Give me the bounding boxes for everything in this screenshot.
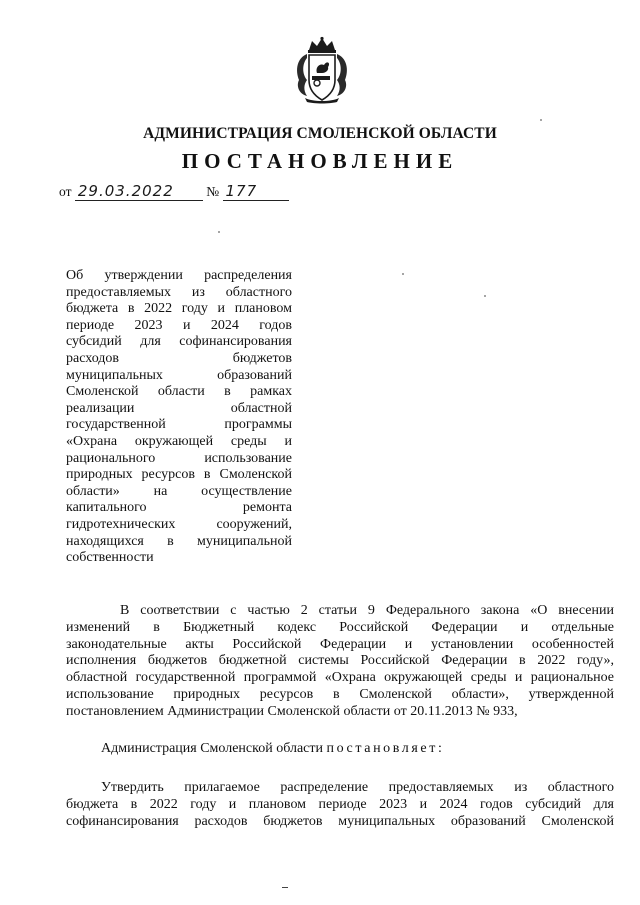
preamble-line: использование природных ресурсов в Смоленской области», утвержденной	[66, 686, 614, 702]
document-number: 177	[223, 182, 289, 201]
subject-line: муниципальных образований	[66, 367, 292, 383]
preamble-line: исполнения бюджетов бюджетной системы Российской Федерации в 2022 году»,	[66, 653, 614, 669]
document-type-title: ПОСТАНОВЛЕНИЕ	[181, 149, 459, 173]
subject-line: субсидий для софинансирования	[66, 334, 292, 350]
issuing-authority: АДМИНИСТРАЦИЯ СМОЛЕНСКОЙ ОБЛАСТИ	[143, 125, 497, 142]
subject-line: бюджета в 2022 году и плановом	[66, 301, 292, 317]
operative-line: софинансирования расходов бюджетов муниципальных образований Смоленской	[66, 813, 614, 829]
date-prefix-label: от	[59, 184, 72, 199]
preamble-paragraph	[66, 603, 614, 721]
subject-line: реализации областной	[66, 400, 292, 416]
subject-line: расходов бюджетов	[66, 350, 292, 366]
operative-line: Утвердить прилагаемое распределение предоставляемых из областного	[101, 780, 614, 795]
date-number-line	[59, 182, 289, 204]
subject-line: периоде 2023 и 2024 годов	[66, 317, 292, 333]
document-subject	[66, 268, 292, 567]
subject-line: Об утверждении распределения	[66, 268, 292, 283]
subject-line: природных ресурсов в Смоленской	[66, 467, 292, 483]
resolution-verb: постановляет:	[326, 741, 445, 756]
subject-line: области» на осуществление	[66, 483, 292, 499]
subject-line: гидротехнических сооружений,	[66, 516, 292, 532]
scan-speck	[484, 295, 486, 297]
document-date: 29.03.2022	[75, 182, 203, 201]
preamble-line: В соответствии с частью 2 статьи 9 Федерального закона «О внесении	[120, 603, 614, 618]
subject-line: рационального использование	[66, 450, 292, 466]
preamble-line: законодательные акты Российской Федерации и установлении особенностей	[66, 636, 614, 652]
subject-line: государственной программы	[66, 417, 292, 433]
preamble-line: областной государственной программой «Охрана окружающей среды и рациональное	[66, 670, 614, 686]
preamble-line: изменений в Бюджетный кодекс Российской Федерации и отдельные	[66, 619, 614, 635]
resolution-subject: Администрация Смоленской области	[101, 741, 324, 756]
subject-line: Смоленской области в рамках	[66, 384, 292, 400]
scan-speck	[402, 273, 404, 275]
subject-line: собственности	[66, 550, 154, 566]
scan-speck	[218, 231, 220, 233]
operative-paragraph	[66, 780, 614, 830]
coat-of-arms-icon	[293, 36, 351, 104]
subject-line: «Охрана окружающей среды и	[66, 433, 292, 449]
subject-line: находящихся в муниципальной	[66, 533, 292, 549]
scan-speck	[540, 119, 542, 121]
scan-artifact	[282, 887, 288, 888]
subject-line: предоставляемых из областного	[66, 284, 292, 300]
preamble-line: постановлением Администрации Смоленской области от 20.11.2013 № 933,	[66, 703, 518, 719]
subject-line: капитального ремонта	[66, 500, 292, 516]
resolution-clause	[101, 741, 444, 757]
number-label: №	[206, 184, 220, 199]
operative-line: бюджета в 2022 году и плановом периоде 2023 и 2024 годов субсидий для	[66, 796, 614, 812]
